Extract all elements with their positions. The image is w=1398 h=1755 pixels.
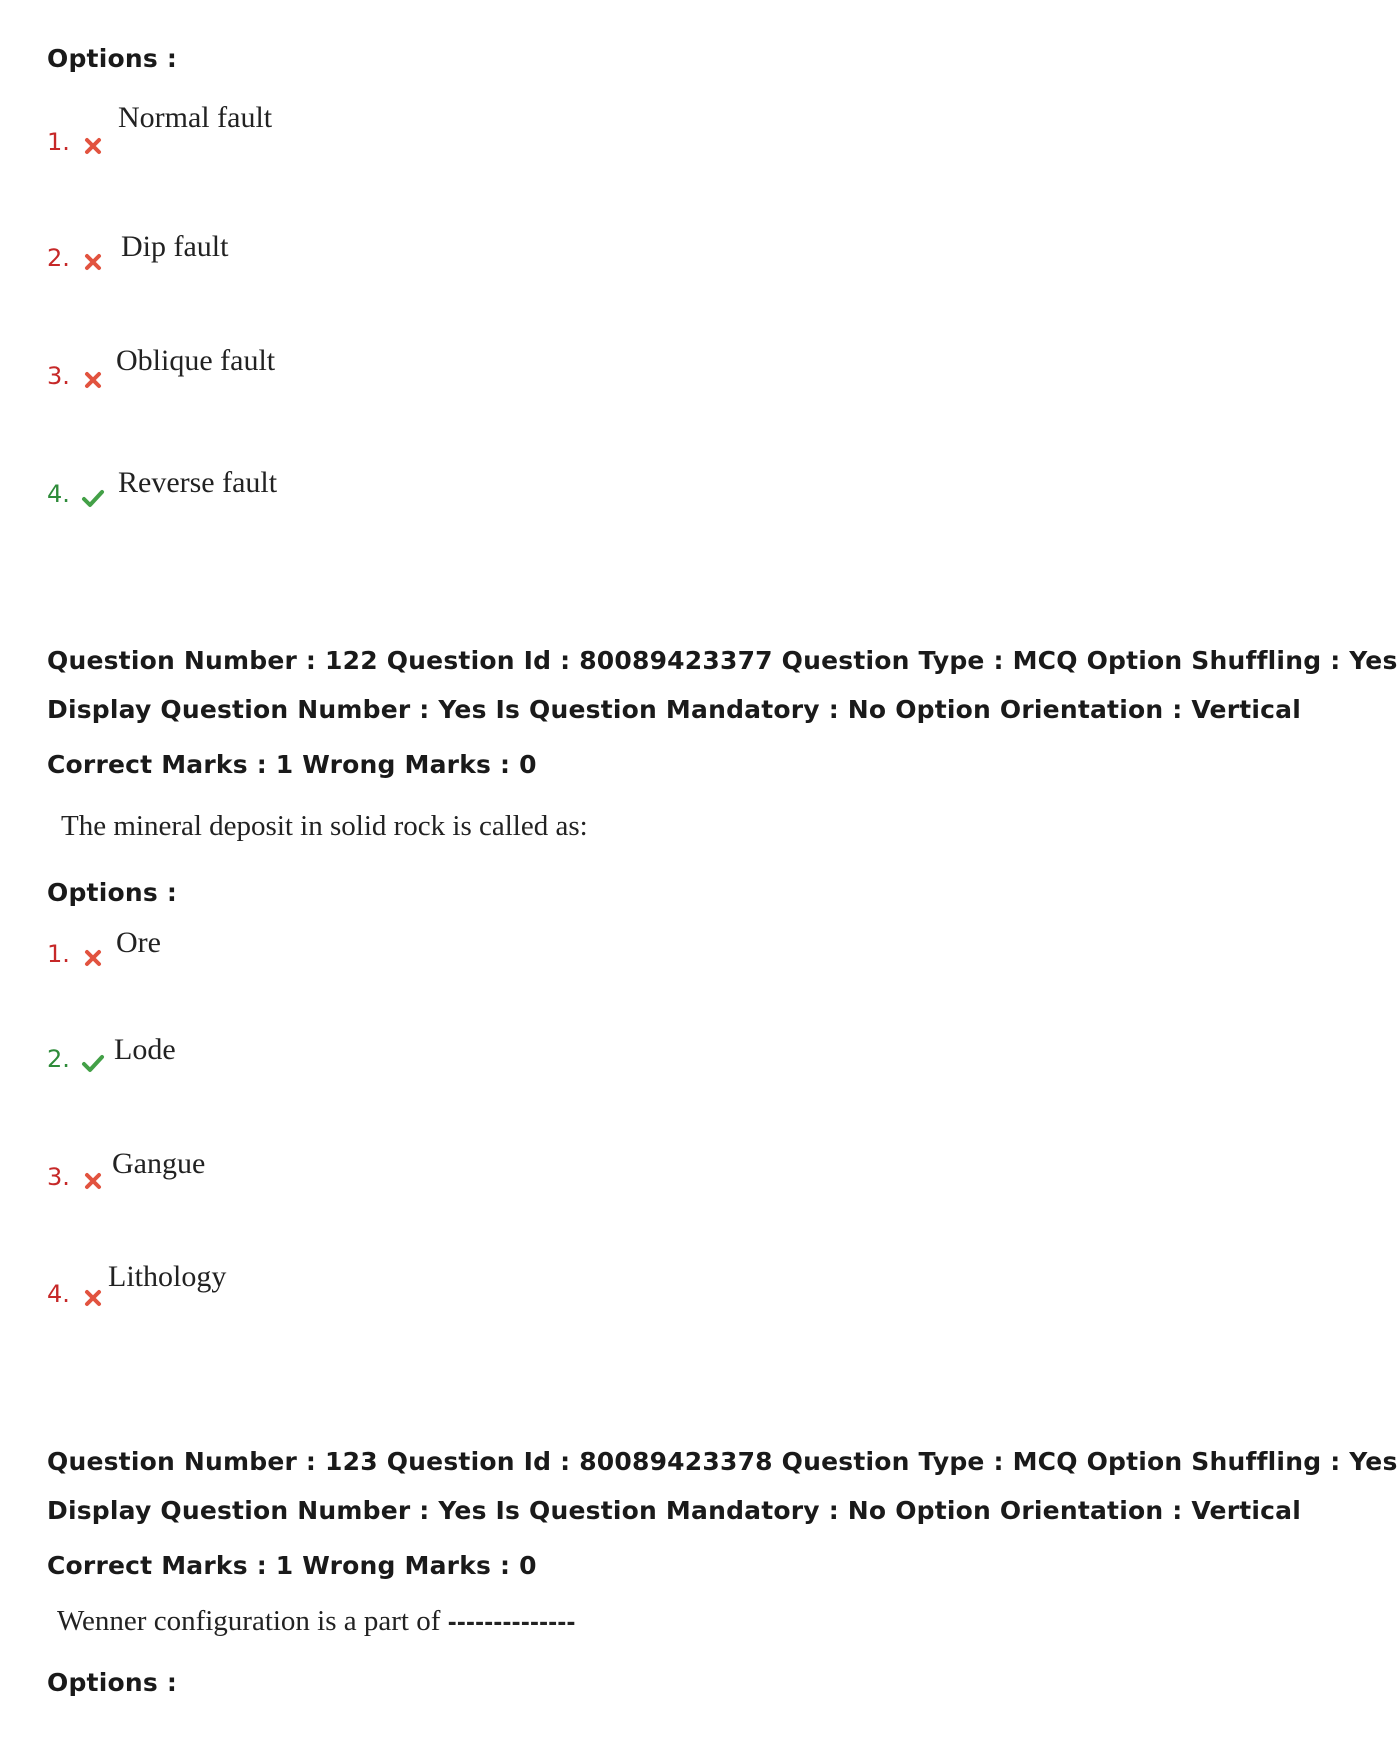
option-number: 2. xyxy=(47,1045,70,1073)
options-label: Options : xyxy=(47,878,178,907)
option-number: 2. xyxy=(47,244,70,272)
option-number-row xyxy=(47,244,105,274)
check-icon xyxy=(81,1051,105,1075)
question-meta-line: Display Question Number : Yes Is Question Mandatory : No Option Orientation : Vertical xyxy=(47,695,1302,724)
cross-icon xyxy=(81,1169,105,1193)
question-marks: Correct Marks : 1 Wrong Marks : 0 xyxy=(47,1551,537,1580)
question-marks: Correct Marks : 1 Wrong Marks : 0 xyxy=(47,750,537,779)
option-text: Normal fault xyxy=(118,101,273,134)
cross-icon xyxy=(81,134,105,158)
cross-icon xyxy=(81,946,105,970)
cross-icon xyxy=(81,1286,105,1310)
option-number: 3. xyxy=(47,362,70,390)
question-meta-line: Question Number : 122 Question Id : 80089423377 Question Type : MCQ Option Shuffling : Yes xyxy=(47,646,1398,675)
options-label: Options : xyxy=(47,1668,178,1697)
option-number: 1. xyxy=(47,128,70,156)
cross-icon xyxy=(81,368,105,392)
answer-blank: -------------- xyxy=(447,1611,576,1636)
option-number: 4. xyxy=(47,1280,70,1308)
option-number-row xyxy=(47,362,105,392)
option-number: 3. xyxy=(47,1163,70,1191)
option-text: Lithology xyxy=(108,1260,227,1293)
question-text: The mineral deposit in solid rock is called as: xyxy=(61,810,588,842)
option-number-row xyxy=(47,1045,105,1075)
option-text: Reverse fault xyxy=(118,466,278,499)
option-number-row xyxy=(47,940,105,970)
option-number: 1. xyxy=(47,940,70,968)
option-number-row xyxy=(47,1163,105,1193)
question-text xyxy=(57,1605,575,1638)
cross-icon xyxy=(81,250,105,274)
option-number-row xyxy=(47,128,105,158)
option-text: Gangue xyxy=(112,1147,206,1180)
options-label: Options : xyxy=(47,44,178,73)
option-number-row xyxy=(47,480,105,510)
option-number: 4. xyxy=(47,480,70,508)
option-text: Oblique fault xyxy=(116,344,276,377)
check-icon xyxy=(81,486,105,510)
option-text: Ore xyxy=(116,926,161,959)
question-meta-line: Display Question Number : Yes Is Question Mandatory : No Option Orientation : Vertical xyxy=(47,1496,1302,1525)
question-meta-line: Question Number : 123 Question Id : 80089423378 Question Type : MCQ Option Shuffling : Yes xyxy=(47,1447,1398,1476)
option-number-row xyxy=(47,1280,105,1310)
question-stem: Wenner configuration is a part of xyxy=(57,1605,441,1637)
option-text: Lode xyxy=(114,1033,176,1066)
option-text: Dip fault xyxy=(121,230,229,263)
